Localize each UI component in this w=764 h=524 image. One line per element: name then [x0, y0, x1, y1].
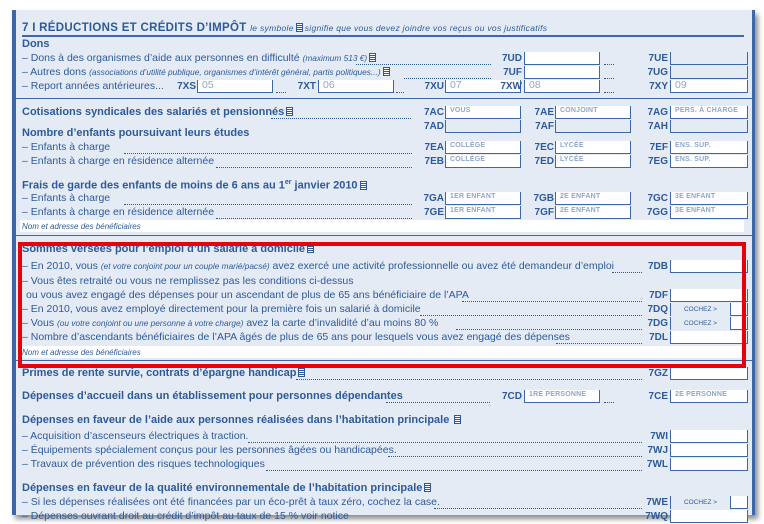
field-7UE[interactable]	[670, 52, 748, 65]
code-7EG: 7EG	[647, 156, 668, 167]
field-7EG[interactable]	[670, 155, 748, 168]
leader-dots	[396, 92, 404, 93]
code-7UE: 7UE	[648, 53, 668, 64]
accueil-heading: Dépenses d’accueil dans un établissement pour personnes dépendantes	[22, 390, 403, 402]
field-7GA-placeholder: 1ER ENFANT	[450, 193, 496, 200]
code-7XS: 7XS	[177, 81, 196, 92]
field-7GZ[interactable]	[670, 367, 748, 380]
code-7XU: 7XU	[424, 81, 444, 92]
code-7AE: 7AE	[534, 107, 554, 118]
etudes-heading: Nombre d’enfants poursuivant leurs études	[22, 127, 250, 139]
leader-dots	[124, 153, 412, 154]
field-7WI[interactable]	[670, 430, 748, 443]
leader-dots	[271, 118, 411, 119]
cochez-label: COCHEZ >	[671, 496, 731, 509]
field-7AG-placeholder: PERS. À CHARGE	[675, 107, 739, 114]
field-7GG[interactable]	[670, 206, 748, 219]
field-7AC-placeholder: VOUS	[450, 107, 471, 114]
field-7EC[interactable]	[555, 141, 631, 154]
garde-heading	[22, 176, 369, 193]
leader-dots	[604, 64, 614, 65]
code-7WJ: 7WJ	[647, 445, 668, 456]
field-7XS-value: 05	[202, 79, 214, 91]
dons-row3-label: – Report années antérieures...	[22, 80, 164, 92]
code-7EF: 7EF	[649, 142, 668, 153]
document-icon	[360, 181, 367, 190]
code-7DQ: 7DQ	[647, 304, 668, 315]
field-7CD[interactable]	[524, 390, 600, 403]
section-separator	[16, 235, 752, 236]
garde-title-sup: er	[284, 179, 292, 186]
leader-dots	[386, 402, 490, 403]
etudes-row1-label: – Enfants à charge	[22, 141, 111, 153]
environnement-row2-label: – Dépenses ouvrant droit au crédit d’impôt au taux de 15 % voir notice	[22, 510, 349, 522]
environnement-row1-label: – Si les dépenses réalisées ont été financées par un éco-prêt à taux zéro, cochez la case.	[22, 496, 440, 508]
leader-dots	[216, 167, 412, 168]
garde-beneficiaires-label: Nom et adresse des bénéficiaires	[22, 222, 141, 231]
code-7ED: 7ED	[534, 156, 554, 167]
code-7DB: 7DB	[647, 261, 668, 272]
code-7EC: 7EC	[534, 142, 554, 153]
aide-heading	[22, 414, 463, 427]
section-title	[22, 22, 547, 35]
code-7UG: 7UG	[647, 67, 668, 78]
field-7ED[interactable]	[555, 155, 631, 168]
field-7XT-value: 06	[323, 79, 335, 91]
cotisations-title: Cotisations syndicales des salariés et pensionnés	[22, 106, 285, 118]
document-icon	[298, 368, 305, 377]
salarie-row1-note: (et votre conjoint pour un couple marié/pacsé)	[100, 261, 270, 271]
document-icon	[369, 53, 376, 62]
environnement-heading	[22, 482, 433, 495]
leader-dots	[296, 379, 642, 380]
leader-dots	[356, 64, 491, 65]
code-7GE: 7GE	[423, 207, 444, 218]
document-icon	[454, 415, 461, 424]
field-7EF-placeholder: ENS. SUP.	[675, 142, 711, 149]
salarie-row3-label: – En 2010, vous avez employé directement pour la première fois un salarié à domicile	[22, 303, 421, 315]
salarie-beneficiaires-label: Nom et adresse des bénéficiaires	[22, 348, 141, 357]
field-7EB[interactable]	[445, 155, 521, 168]
field-7CE-placeholder: 2E PERSONNE	[675, 391, 727, 398]
code-7AF: 7AF	[535, 121, 554, 132]
dons-row2-text: – Autres dons	[22, 66, 87, 78]
field-7AG[interactable]	[670, 106, 748, 119]
document-icon	[383, 67, 390, 76]
rente-title: Primes de rente survie, contrats d’épargne handicap	[22, 367, 297, 379]
cochez-label: COCHEZ >	[671, 303, 731, 316]
code-7WE: 7WE	[646, 497, 668, 508]
field-7AE[interactable]	[555, 106, 631, 119]
leader-dots	[404, 78, 491, 79]
field-7AE-placeholder: CONJOINT	[560, 107, 598, 114]
cotisations-heading	[22, 106, 295, 119]
field-7XY[interactable]	[670, 80, 748, 93]
code-7GA: 7GA	[423, 193, 444, 204]
field-7UG[interactable]	[670, 66, 748, 79]
aide-title: Dépenses en faveur de l’aide aux personnes réalisées dans l’habitation principale	[22, 414, 450, 426]
salarie-row4-b: avez la carte d’invalidité d’au moins 80 %	[246, 317, 439, 329]
highlight-box	[18, 242, 746, 368]
document-icon	[424, 483, 431, 492]
aide-row2-label: – Équipements spécialement conçus pour les personnes âgées ou handicapées.	[22, 444, 397, 456]
field-7EA-placeholder: COLLÈGE	[450, 142, 486, 149]
field-7EC-placeholder: LYCÉE	[560, 142, 584, 149]
field-7AH[interactable]	[670, 120, 748, 133]
code-7DF: 7DF	[649, 290, 668, 301]
etudes-row2-label: – Enfants à charge en résidence alternée	[22, 155, 215, 167]
field-7XY-value: 09	[675, 79, 687, 91]
header-note-suffix: signifie que vous devez joindre vos reçus ou vos justificatifs	[304, 23, 548, 33]
dons-row1-note: (maximum 513 €)	[302, 53, 368, 63]
code-7WI: 7WI	[650, 431, 668, 442]
aide-row3-label: – Travaux de prévention des risques technologiques	[22, 458, 265, 470]
salarie-row4-a: – Vous	[22, 317, 55, 329]
salarie-row1-a: – En 2010, vous	[22, 260, 98, 272]
field-7GC[interactable]	[670, 192, 748, 205]
field-7EB-placeholder: COLLÈGE	[450, 156, 486, 163]
field-7WQ[interactable]	[670, 510, 748, 523]
field-7CE[interactable]	[670, 390, 748, 403]
garde-row1-label: – Enfants à charge	[22, 192, 111, 204]
field-7GF[interactable]	[555, 206, 631, 219]
code-7WL: 7WL	[646, 459, 668, 470]
header-underline	[22, 35, 744, 37]
leader-dots	[216, 218, 412, 219]
field-7GE[interactable]	[445, 206, 521, 219]
field-7XU-value: 07	[450, 79, 462, 91]
dons-row2-note: (associations d’utilité publique, organismes d’intérêt général, partis politiques...)	[89, 67, 381, 77]
code-7AH: 7AH	[647, 121, 668, 132]
code-7GB: 7GB	[533, 193, 554, 204]
code-7CD: 7CD	[501, 391, 522, 402]
field-7EG-placeholder: ENS. SUP.	[675, 156, 711, 163]
field-7XW-value: 08	[529, 79, 541, 91]
code-7CE: 7CE	[648, 391, 668, 402]
dons-row1-text: – Dons à des organismes d’aide aux personnes en difficulté	[22, 52, 300, 64]
field-7UD[interactable]	[524, 52, 600, 65]
environnement-title: Dépenses en faveur de la qualité environnementale de l’habitation principale	[22, 482, 423, 494]
code-7AC: 7AC	[423, 107, 444, 118]
code-7DL: 7DL	[649, 332, 668, 343]
cochez-label: COCHEZ >	[671, 317, 731, 330]
code-7DG: 7DG	[647, 318, 668, 329]
garde-row2-label: – Enfants à charge en résidence alternée	[22, 206, 215, 218]
dons-row2-label	[22, 66, 392, 79]
field-7EA[interactable]	[445, 141, 521, 154]
code-7EB: 7EB	[424, 156, 444, 167]
code-7XY: 7XY	[649, 81, 668, 92]
leader-dots	[604, 92, 614, 93]
leader-dots	[434, 508, 642, 509]
dons-row1-label	[22, 52, 378, 65]
field-7ED-placeholder: LYCÉE	[560, 156, 584, 163]
field-7GG-placeholder: 3E ENFANT	[675, 207, 716, 214]
document-icon	[286, 107, 293, 116]
field-7XT[interactable]	[318, 80, 394, 93]
salarie-row1-b: avez exercé une activité professionnelle ou avez été demandeur d’emploi	[272, 260, 614, 272]
code-7GC: 7GC	[647, 193, 668, 204]
field-7GB[interactable]	[555, 192, 631, 205]
garde-title-end: janvier 2010	[291, 179, 358, 192]
aide-row1-label: – Acquisition d’ascenseurs électriques à traction.	[22, 430, 249, 442]
code-7UF: 7UF	[503, 67, 522, 78]
code-7XW: 7XW	[500, 81, 522, 92]
field-7AD[interactable]	[445, 120, 521, 133]
salarie-row2a-label: – Vous êtes retraité ou vous ne remplissez pas les conditions ci-dessus	[22, 275, 354, 287]
field-7CD-placeholder: 1RE PERSONNE	[529, 391, 587, 398]
field-7GB-placeholder: 2E ENFANT	[560, 193, 601, 200]
code-7WQ: 7WQ	[645, 511, 668, 522]
field-7EF[interactable]	[670, 141, 748, 154]
salarie-row5-label: – Nombre d’ascendants bénéficiaires de l’APA âgés de plus de 65 ans pour lesquels vous avez engagé des dépenses	[22, 331, 570, 343]
section-separator	[16, 98, 752, 99]
field-7XW[interactable]	[524, 80, 600, 93]
field-7WJ[interactable]	[670, 444, 748, 457]
code-7GZ: 7GZ	[648, 368, 668, 379]
leader-dots	[124, 204, 412, 205]
leader-dots	[276, 92, 286, 93]
section-title-text: 7 I RÉDUCTIONS ET CRÉDITS D’IMPÔT	[22, 22, 247, 34]
leader-dots	[604, 402, 614, 403]
code-7XT: 7XT	[297, 81, 316, 92]
code-7EA: 7EA	[424, 142, 444, 153]
code-7AG: 7AG	[647, 107, 668, 118]
salarie-row2b-label: ou vous avez engagé des dépenses pour un ascendant de plus de 65 ans bénéficiaire de l’APA	[26, 289, 469, 301]
salarie-title: Sommes versées pour l’emploi d’un salarié à domicile	[22, 243, 306, 255]
code-7UD: 7UD	[501, 53, 522, 64]
field-7GF-placeholder: 2E ENFANT	[560, 207, 601, 214]
leader-dots	[604, 78, 614, 79]
rente-heading	[22, 367, 307, 380]
field-7AC[interactable]	[445, 106, 521, 119]
field-7WL[interactable]	[670, 458, 748, 471]
document-icon	[296, 23, 303, 32]
checkbox-7WE[interactable]	[670, 496, 748, 509]
field-7GE-placeholder: 1ER ENFANT	[450, 207, 496, 214]
leader-dots	[248, 442, 642, 443]
field-7GA[interactable]	[445, 192, 521, 205]
leader-dots	[388, 456, 642, 457]
dons-heading: Dons	[22, 38, 50, 50]
field-7AF[interactable]	[555, 120, 631, 133]
field-7XS[interactable]	[197, 80, 273, 93]
code-7GG: 7GG	[646, 207, 668, 218]
leader-dots	[266, 470, 642, 471]
header-note-prefix: le symbole	[250, 23, 294, 33]
garde-title: Frais de garde des enfants de moins de 6 ans au 1	[22, 179, 285, 192]
code-7GF: 7GF	[534, 207, 554, 218]
code-7AD: 7AD	[423, 121, 444, 132]
salarie-row4-note: (ou votre conjoint ou une personne à votre charge)	[57, 318, 244, 328]
field-7GC-placeholder: 3E ENFANT	[675, 193, 716, 200]
field-7UF[interactable]	[524, 66, 600, 79]
